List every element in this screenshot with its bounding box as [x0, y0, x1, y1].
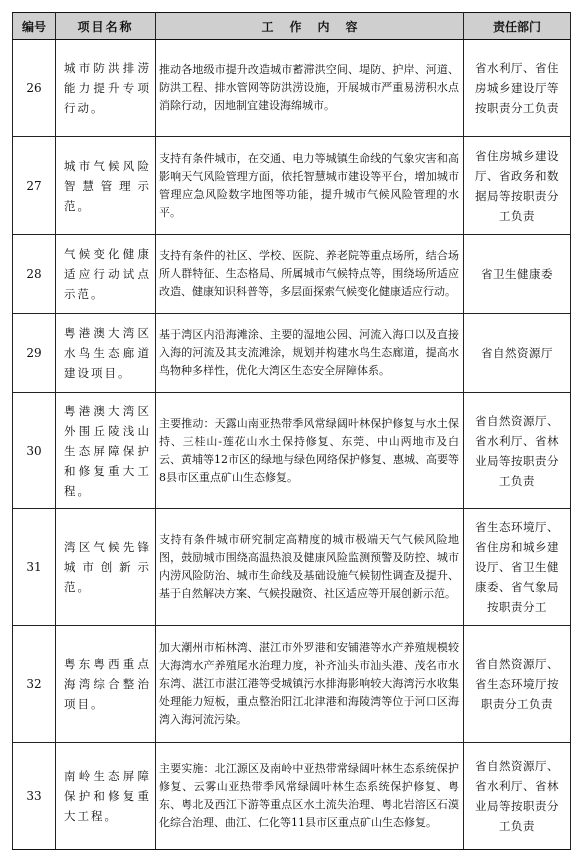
row-content: 支持有条件的社区、学校、医院、养老院等重点场所，结合场所人群特征、生态格局、所属城市气候特点等，围绕场所适应改造、健康知识科普等，多层面探索气候变化健康适应行动。 [156, 235, 464, 314]
row-project-name: 城市气候风险智慧管理示范。 [56, 137, 156, 235]
row-project-name: 气候变化健康适应行动试点示范。 [56, 235, 156, 314]
row-content: 支持有条件城市研究制定高精度的城市极端天气气候风险地图，鼓励城市围绕高温热浪及健康风险监测预警及防控、城市内涝风险防治、城市生命线及基础设施气候韧性调查及提升、基于自然解决方案、气候投融资、社区适应等开展创新示范。 [156, 509, 464, 626]
table-row [13, 314, 571, 393]
row-project-name: 南岭生态屏障保护和修复重大工程。 [56, 743, 156, 850]
table-row [13, 235, 571, 314]
row-project-name: 粤港澳大湾区水鸟生态廊道建设项目。 [56, 314, 156, 393]
row-content: 主要推动：天露山南亚热带季风常绿阔叶林保护修复与水土保持、三桂山-莲花山水土保持修复、东莞、中山两地市及白云、黄埔等12市区的绿地与绿色网络保护修复、惠城、高要等8县市区重点矿山生态修复。 [156, 393, 464, 509]
row-number: 29 [13, 314, 56, 393]
row-content: 支持有条件城市，在交通、电力等城镇生命线的气象灾害和高影响天气风险管理方面，依托智慧城市建设等平台，增加城市管理应急风险数字地图等功能，提升城市气候风险管理的水平。 [156, 137, 464, 235]
row-number: 26 [13, 40, 56, 137]
row-department: 省自然资源厅、省水利厅、省林业局等按职责分工负责 [464, 743, 571, 850]
row-project-name: 粤港澳大湾区外围丘陵浅山生态屏障保护和修复重大工程。 [56, 393, 156, 509]
table-row [13, 393, 571, 509]
row-department: 省水利厅、省住房城乡建设厅等按职责分工负责 [464, 40, 571, 137]
row-number: 33 [13, 743, 56, 850]
table-header-row [13, 13, 571, 40]
row-department: 省生态环境厅、省住房和城乡建设厅、省卫生健康委、省气象局按职责分工 [464, 509, 571, 626]
row-content: 基于湾区内沿海滩涂、主要的湿地公园、河流入海口以及直接入海的河流及其支流滩涂，规划并构建水鸟生态廊道，提高水鸟物种多样性，优化大湾区生态安全屏障体系。 [156, 314, 464, 393]
table-row [13, 137, 571, 235]
row-number: 30 [13, 393, 56, 509]
row-number: 31 [13, 509, 56, 626]
table-row [13, 509, 571, 626]
table-row [13, 626, 571, 743]
row-department: 省住房城乡建设厅、省政务和数据局等按职责分工负责 [464, 137, 571, 235]
row-number: 27 [13, 137, 56, 235]
row-number: 32 [13, 626, 56, 743]
row-content: 加大潮州市柘林湾、湛江市外罗港和安铺港等水产养殖规模较大海湾水产养殖尾水治理力度，补齐汕头市汕头港、茂名市水东湾、湛江市湛江港等受城镇污水排海影响较大海湾污水收集处理能力短板，重点整治阳江北津港和海陵湾等位于河口区海湾入海河流污染。 [156, 626, 464, 743]
row-project-name: 粤东粤西重点海湾综合整治项目。 [56, 626, 156, 743]
row-content: 主要实施：北江源区及南岭中亚热带常绿阔叶林生态系统保护修复、云雾山亚热带季风常绿阔叶林生态系统保护修复、粤东、粤北及西江下游等重点区水土流失治理、粤北岩溶区石漠化综合治理、曲江、仁化等11县市区重点矿山生态修复。 [156, 743, 464, 850]
table-row [13, 743, 571, 850]
row-number: 28 [13, 235, 56, 314]
row-department: 省自然资源厅、省水利厅、省林业局等按职责分工负责 [464, 393, 571, 509]
row-department: 省卫生健康委 [464, 235, 571, 314]
header-number: 编号 [13, 13, 56, 40]
row-project-name: 湾区气候先锋城市创新示范。 [56, 509, 156, 626]
header-content: 工作内容 [156, 13, 464, 40]
row-department: 省自然资源厅 [464, 314, 571, 393]
table-row [13, 40, 571, 137]
row-project-name: 城市防洪排涝能力提升专项行动。 [56, 40, 156, 137]
header-department: 责任部门 [464, 13, 571, 40]
project-table [12, 12, 571, 850]
row-content: 推动各地级市提升改造城市蓄滞洪空间、堤防、护岸、河道、防洪工程、排水管网等防洪涝设施，开展城市严重易涝积水点消除行动，因地制宜建设海绵城市。 [156, 40, 464, 137]
header-project-name: 项目名称 [56, 13, 156, 40]
row-department: 省自然资源厅、省生态环境厅按职责分工负责 [464, 626, 571, 743]
